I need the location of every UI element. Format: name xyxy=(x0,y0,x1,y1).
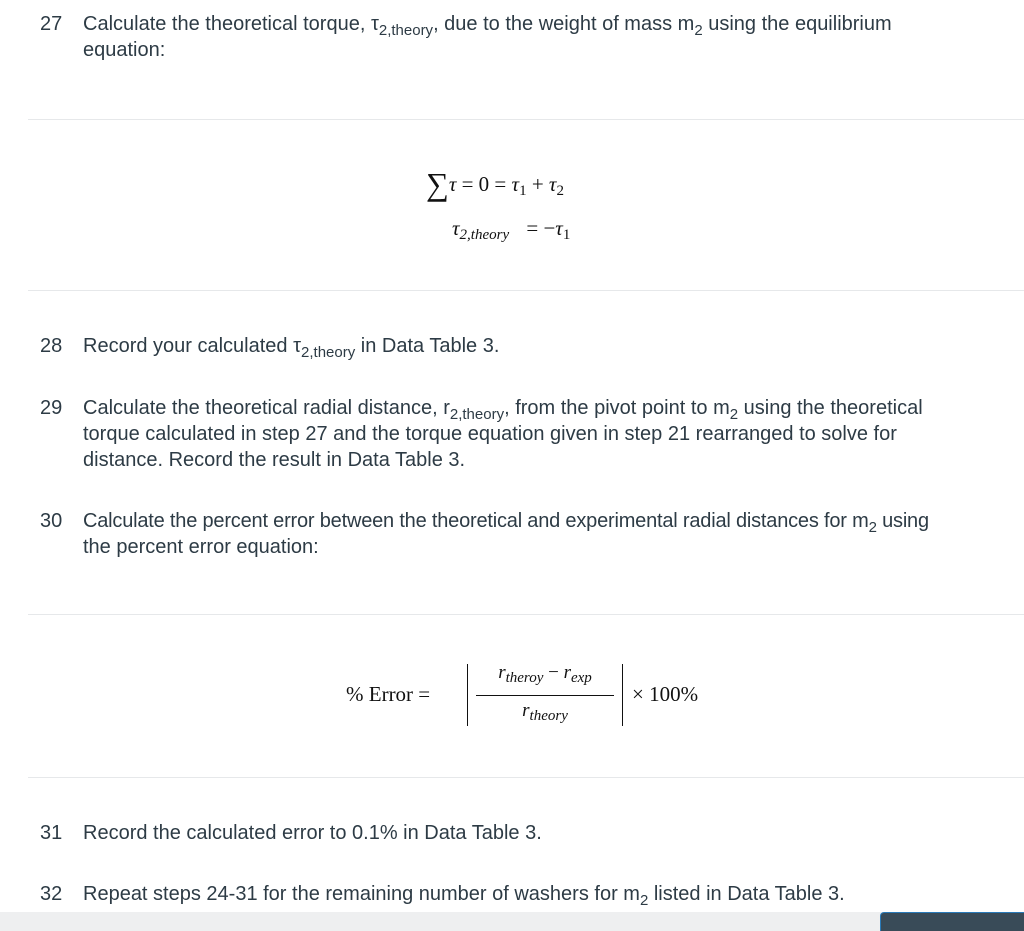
step-number: 28 xyxy=(40,335,63,357)
abs-bar-left xyxy=(467,664,468,726)
percent-error-equation xyxy=(346,662,726,732)
equilibrium-equation-line-2: τ2,theory = −τ1 xyxy=(452,216,571,243)
step-number: 30 xyxy=(40,510,63,532)
fraction-denominator: $r_{theory}$ xyxy=(522,700,568,724)
times-100-percent: × 100% xyxy=(632,682,699,706)
divider xyxy=(28,777,1024,778)
divider xyxy=(28,290,1024,291)
equilibrium-equation-line-1: ∑τ = 0 = τ1 + τ2 xyxy=(426,166,564,202)
bottom-toolbar xyxy=(0,912,1024,931)
step-text: Repeat steps 24-31 for the remaining number of washers for $m_2$ listed in Data Table 3. xyxy=(83,883,845,909)
step-text: Calculate the theoretical torque, $\tau_{2,theory}$, due to the weight of mass $m_2$ using the equilibrium equation: xyxy=(83,13,892,61)
fraction-bar xyxy=(476,695,614,696)
percent-error-lhs: % Error = xyxy=(346,682,431,706)
step-text: Record your calculated $\tau_{2,theory}$ in Data Table 3. xyxy=(83,335,500,361)
bottom-action-button[interactable] xyxy=(880,912,1024,931)
step-number: 32 xyxy=(40,883,63,905)
divider xyxy=(28,614,1024,615)
step-text: Calculate the percent error between the theoretical and experimental radial distances for $m_2$ using the percent error equation: xyxy=(83,510,929,558)
abs-bar-right xyxy=(622,664,623,726)
step-text: Record the calculated error to 0.1% in Data Table 3. xyxy=(83,822,542,844)
divider xyxy=(28,119,1024,120)
step-text: Calculate the theoretical radial distance, $r_{2,theory}$, from the pivot point to $m_2$ using the theoretical torque calculated in step 27 and the torque equation given in step 21 rearranged to solve for distance. Record the result in Data Table 3. xyxy=(83,397,923,471)
fraction-numerator: $r_{theroy} - r_{exp}$ xyxy=(498,662,592,686)
step-number: 27 xyxy=(40,13,63,35)
step-number: 29 xyxy=(40,397,63,419)
sum-symbol: ∑ xyxy=(426,166,449,202)
step-number: 31 xyxy=(40,822,63,844)
